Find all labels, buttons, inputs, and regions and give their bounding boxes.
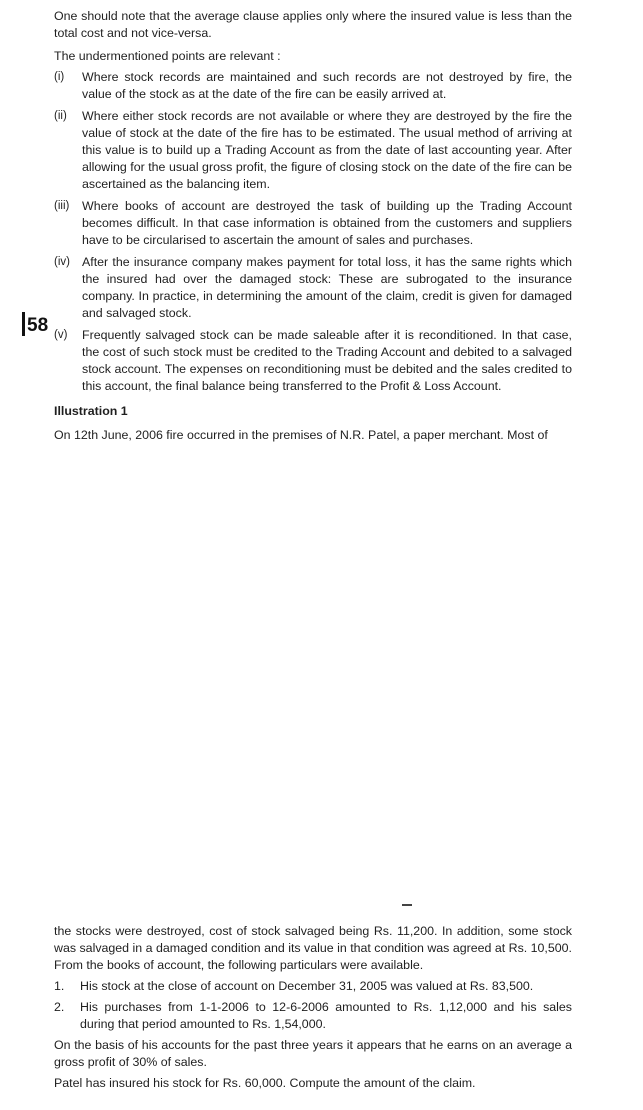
page-number-text: 58: [27, 315, 49, 336]
list-marker: 1.: [54, 979, 65, 993]
continuation-paragraph: the stocks were destroyed, cost of stock salvaged being Rs. 11,200. In addition, some stock was salvaged in a damaged condition and its value in that condition was agreed at Rs. 10,500. From the books of account, the following particulars were available.: [54, 924, 572, 972]
list-item: [54, 978, 572, 995]
list-item-text: Where either stock records are not available or where they are destroyed by the fire the value of stock at the date of the fire has to be estimated. The usual method of arriving at this value is to build up a Trading Account as from the date of last accounting year. After allowing for the usual gross profit, the figure of closing stock on the date of the fire can be ascertained as the balancing item.: [82, 109, 572, 191]
list-item-text: Frequently salvaged stock can be made saleable after it is reconditioned. In that case, the cost of such stock must be credited to the Trading Account and debited to a salvaged stock account. The expenses on reconditioning must be debited and the sales credited to this account, the final balance being transferred to the Profit & Loss Account.: [82, 328, 572, 393]
list-item-text: Where books of account are destroyed the task of building up the Trading Account becomes difficult. In that case information is obtained from the customers and suppliers have to be circularised to ascertain the amount of sales and purchases.: [82, 199, 572, 247]
list-item-text: His purchases from 1-1-2006 to 12-6-2006 amounted to Rs. 1,12,000 and his sales during that period amounted to Rs. 1,54,000.: [80, 1000, 572, 1031]
list-marker: (i): [54, 71, 65, 83]
question: Patel has insured his stock for Rs. 60,000. Compute the amount of the claim.: [54, 1076, 476, 1090]
list-item: [54, 69, 572, 103]
list-item: [54, 108, 572, 193]
divider-mark: [402, 904, 412, 906]
list-item: [54, 254, 572, 322]
relevant-heading: The undermentioned points are relevant :: [54, 49, 281, 63]
illustration-start: On 12th June, 2006 fire occurred in the premises of N.R. Patel, a paper merchant. Most of: [54, 428, 548, 442]
list-marker: 2.: [54, 1000, 65, 1014]
list-item: [54, 327, 572, 395]
illustration-heading: Illustration 1: [54, 404, 128, 418]
list-marker: (iv): [54, 256, 70, 268]
bottom-text-section: [54, 923, 572, 1098]
list-item-text: His stock at the close of account on December 31, 2005 was valued at Rs. 83,500.: [80, 979, 534, 993]
list-item: [54, 999, 572, 1033]
list-item-text: After the insurance company makes payment for total loss, it has the same rights which the insured had over the damaged stock: These are subrogated to the insurance company. In practice, in determining the amount of the claim, credit is given for damaged and salvaged stock.: [82, 255, 572, 320]
top-text-section: [54, 8, 572, 450]
list-item: [54, 198, 572, 249]
list-marker: (ii): [54, 110, 67, 122]
gross-profit-note: On the basis of his accounts for the past three years it appears that he earns on an average a gross profit of 30% of sales.: [54, 1038, 572, 1069]
particulars-list: [54, 978, 572, 1033]
list-marker: (v): [54, 329, 68, 341]
list-marker: (iii): [54, 200, 70, 212]
list-item-text: Where stock records are maintained and such records are not destroyed by fire, the value of the stock as at the date of the fire can be easily arrived at.: [82, 70, 572, 101]
page-number-bar: [22, 312, 25, 336]
page-number: [22, 312, 48, 337]
points-list: [54, 69, 572, 395]
intro-paragraph: One should note that the average clause applies only where the insured value is less than the total cost and not vice-versa.: [54, 9, 572, 40]
